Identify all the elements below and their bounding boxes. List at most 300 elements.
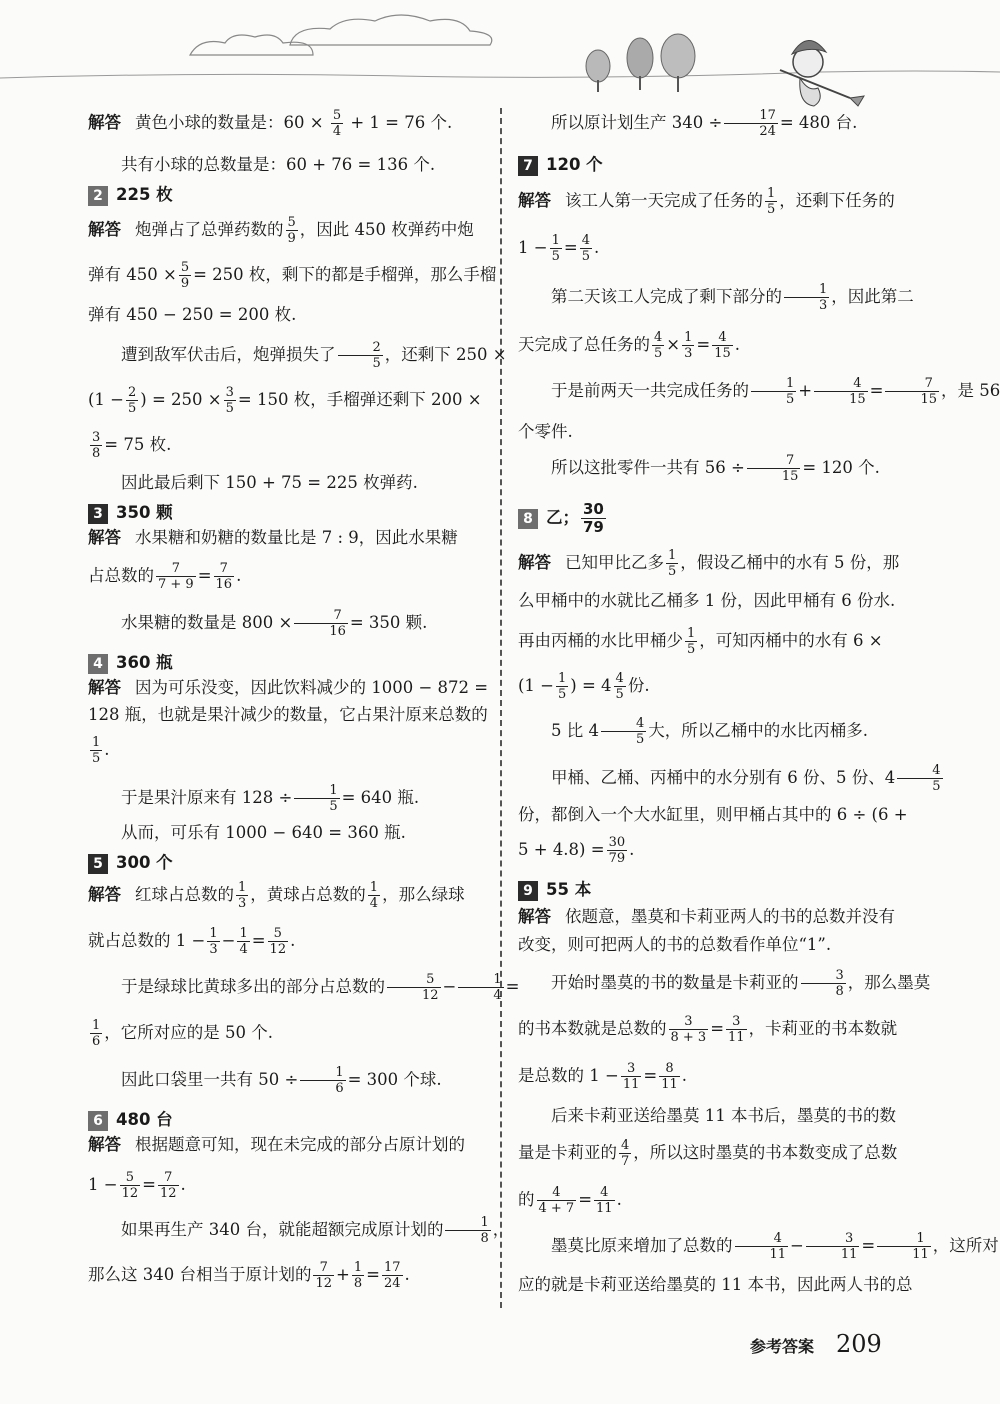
fraction [814,376,868,407]
text: 因此口袋里一共有 50 ÷ [121,1070,299,1089]
text: 量是卡莉亚的 [518,1143,617,1162]
text: = [142,1175,156,1194]
text: = 300 个球. [347,1070,442,1089]
denominator: 4 [493,988,502,1003]
text: 于是果汁原来有 128 ÷ [121,788,293,807]
numerator: 1 [877,1231,931,1247]
q8-line7: 份，都倒入一个大水缸里，则甲桶占其中的 6 ÷ (6 + [518,805,908,824]
text: 天完成了总任务的 [518,335,650,354]
numerator: 7 [214,561,235,577]
denominator: 12 [121,1186,139,1201]
text: × [666,335,681,354]
fraction [352,1260,364,1291]
fraction [885,376,939,407]
fraction [784,282,829,313]
fraction [614,671,626,702]
text: 水果糖的数量是 800 × [121,613,293,632]
text: ，那么墨莫 [847,973,931,992]
denominator: 5 [551,249,560,264]
fraction [268,926,289,957]
text: = 150 枚，手榴弹还剩下 200 × [237,390,482,409]
numerator: 7 [747,453,801,469]
text: ，它所对应的是 50 个. [104,1023,274,1042]
text: 依题意，墨莫和卡莉亚两人的书的总数并没有 [565,907,895,926]
numerator: 4 [897,763,942,779]
text: = 120 个. [802,458,880,477]
fraction [724,108,778,139]
fraction [751,376,796,407]
fraction [458,972,503,1003]
text: ) = 250 × [140,390,222,409]
text: . [681,1066,687,1085]
q9-line8 [518,1185,918,1216]
denominator: 11 [661,1077,678,1092]
q7-line4 [518,330,918,361]
denominator: 5 [225,401,234,416]
numerator: 1 [784,282,829,298]
text: 1 − [88,1175,118,1194]
question-number: 8 [518,509,538,529]
text: = [505,977,520,996]
denominator: 5 [786,392,795,407]
numerator: 4 [621,1138,630,1153]
numerator: 4 [615,671,624,686]
text: 水果糖和奶糖的数量比是 7 : 9，因此水果糖 [135,528,458,547]
fraction [338,340,383,371]
q5-line5 [88,1065,488,1096]
text: 根据题意可知，现在未完成的部分占原计划的 [135,1135,465,1154]
fraction [179,260,191,291]
q2-heading [88,180,488,210]
numerator: 7 [294,608,348,624]
fraction [581,501,606,536]
denominator: 8 [480,1231,489,1246]
fraction [158,1170,179,1201]
text: = [251,931,266,950]
q5-line1 [88,880,488,911]
fraction [156,561,196,592]
fraction [735,1231,789,1262]
text: 于是前两天一共完成任务的 [551,381,749,400]
text: − [790,1236,804,1255]
answer: 225 枚 [116,185,173,204]
denominator: 15 [781,469,799,484]
fraction [236,880,248,911]
denominator: 4 + 7 [538,1201,575,1216]
denominator: 9 [287,231,296,246]
denominator: 11 [728,1030,745,1045]
numerator: 1 [239,926,248,941]
text: = [643,1066,658,1085]
denominator: 5 [372,356,381,371]
q9-line3 [518,968,931,999]
text: ，可知丙桶中的水有 6 × [699,631,883,650]
q9-line1 [518,902,918,932]
fraction [368,880,380,911]
denominator: 11 [769,1247,787,1262]
text: ，黄球占总数的 [250,885,366,904]
q2-line4 [88,340,507,371]
text: = 350 颗. [349,613,428,632]
text: = [563,238,578,257]
q8-line8 [518,835,918,866]
numerator: 3 [669,1014,709,1030]
answer-label: 解答 [518,191,551,210]
denominator: 3 [209,942,218,957]
answer-label: 解答 [88,1135,121,1154]
fraction [712,330,733,361]
answer-label: 解答 [88,113,121,132]
text: + 1 = 76 个. [350,113,453,132]
answer-label: 解答 [88,528,121,547]
q6-line4 [88,1260,488,1291]
q4-line2: 128 瓶，也就是果汁减少的数量，它占果汁原来总数的 [88,705,488,724]
text: ) = 4 [570,676,612,695]
numerator: 3 [801,968,846,984]
denominator: 12 [315,1276,333,1291]
text: 该工人第一天完成了任务的 [565,191,763,210]
q2-line2 [88,260,497,291]
q7-line7 [518,453,918,484]
denominator: 8 [835,984,844,999]
text: = 480 台. [779,113,858,132]
numerator: 1 [209,926,218,941]
answer-label: 解答 [88,220,121,239]
tree-icon [661,34,695,78]
numerator: 8 [659,1061,680,1077]
fraction [897,763,942,794]
text: 所以这批零件一共有 56 ÷ [551,458,745,477]
q8-line6 [518,763,941,794]
fraction [601,716,646,747]
numerator: 1 [551,233,560,248]
numerator: 7 [313,1260,334,1276]
text: 已知甲比乙多 [565,553,664,572]
q8-line3 [518,626,918,657]
numerator: 1 [238,880,247,895]
text: 大，所以乙桶中的水比丙桶多. [648,721,869,740]
text: ，所以这时墨莫的书本数变成了总数 [633,1143,898,1162]
text: = [710,1019,725,1038]
fraction [382,1260,403,1291]
question-number: 5 [88,854,108,874]
numerator: 1 [558,671,567,686]
numerator: 1 [300,1065,345,1081]
fraction [801,968,846,999]
fraction [619,1138,631,1169]
numerator: 1 [353,1260,363,1275]
denominator: 16 [329,624,346,639]
answer-label: 解答 [88,885,121,904]
numerator: 30 [608,835,626,850]
text: 占总数的 [88,566,154,585]
q8-heading [518,501,918,536]
text: 所以原计划生产 340 ÷ [551,113,723,132]
denominator: 15 [849,392,866,407]
denominator: 7 [621,1154,630,1169]
fraction [806,1231,860,1262]
fraction [594,1185,615,1216]
header-illustration [0,0,1000,115]
text: ，还剩下 250 × [384,345,507,364]
denominator: 6 [92,1034,101,1049]
numerator: 1 [668,548,677,563]
text: ，这所对 [932,1236,999,1255]
question-number: 2 [88,186,108,206]
denominator: 15 [920,392,938,407]
denominator: 5 [767,202,776,217]
q7-line3 [518,282,918,313]
text: 墨莫比原来增加了总数的 [551,1236,733,1255]
numerator: 5 [387,972,441,988]
fraction [445,1215,490,1246]
numerator: 30 [583,500,604,518]
denominator: 5 [329,799,338,814]
fraction [331,108,343,139]
fraction [120,1170,141,1201]
fraction [877,1231,931,1262]
denominator: 6 [335,1081,344,1096]
q9-heading [518,875,918,905]
fraction [237,926,249,957]
q2-line3: 弹有 450 − 250 = 200 枚. [88,305,297,324]
text: 是总数的 1 − [518,1066,619,1085]
denominator: 5 [92,751,101,766]
text: 1 − [518,238,548,257]
q5-line4 [88,1018,488,1049]
q3-line1 [88,523,488,553]
denominator: 5 [668,564,677,579]
denominator: 16 [215,577,233,592]
ground-line [0,71,1000,78]
text: = [861,1236,876,1255]
q4-line4 [88,783,488,814]
fraction [550,233,562,264]
text: 的书本数就是总数的 [518,1019,667,1038]
denominator: 5 [654,346,663,361]
q7-line2 [518,233,918,264]
numerator: 3 [92,430,101,445]
fraction [747,453,801,484]
question-number: 4 [88,654,108,674]
denominator: 3 [684,346,693,361]
q6-line1 [88,1130,488,1160]
text: 黄色小球的数量是：60 × [135,113,324,132]
text: = [578,1190,593,1209]
text: ，那么绿球 [382,885,465,904]
q7-line1 [518,186,918,217]
text: 开始时墨莫的书的数量是卡莉亚的 [551,973,799,992]
text: 就占总数的 1 − [88,931,206,950]
numerator: 4 [581,233,590,248]
answer-label: 解答 [518,907,551,926]
denominator: 12 [159,1186,177,1201]
numerator: 1 [369,880,379,895]
fraction [556,671,568,702]
numerator: 4 [735,1231,789,1247]
denominator: 12 [422,988,439,1003]
page-number: 209 [836,1330,882,1358]
fraction [765,186,777,217]
q4-line5: 从而，可乐有 1000 − 640 = 360 瓶. [121,823,406,842]
text: 那么这 340 台相当于原计划的 [88,1265,312,1284]
text: = 75 枚. [104,435,172,454]
denominator: 5 [687,642,696,657]
denominator: 8 [92,446,101,461]
q1-line2: 共有小球的总数量是：60 + 76 = 136 个. [121,155,436,174]
denominator: 11 [622,1077,640,1092]
fraction [685,626,697,657]
text: = 640 瓶. [341,788,420,807]
denominator: 11 [840,1247,858,1262]
fraction [726,1014,747,1045]
tree-icon [627,38,653,78]
text: − [221,931,236,950]
column-divider [500,108,502,1308]
text: 5 比 4 [551,721,599,740]
text: . [629,840,635,859]
numerator: 1 [751,376,796,392]
text: ，因此 450 枚弹药中炮 [299,220,474,239]
text: (1 − [518,676,555,695]
fraction [666,548,678,579]
answer: 乙； [546,508,579,527]
fraction [669,1014,709,1045]
q5-line3 [88,972,520,1003]
text: = [696,335,711,354]
text: − [442,977,457,996]
denominator: 11 [912,1247,929,1262]
text: 如果再生产 340 台，就能超额完成原计划的 [121,1220,444,1239]
text: = [869,381,884,400]
fraction [90,735,102,766]
text: 弹有 450 × [88,265,177,284]
page-footer [750,1330,882,1358]
fraction [652,330,664,361]
answer: 300 个 [116,853,173,872]
denominator: 4 [332,124,342,139]
numerator: 5 [287,215,296,230]
q9-line9 [518,1231,999,1262]
numerator: 1 [687,626,696,641]
text: ，是 56 [941,381,1000,400]
denominator: 4 [369,896,379,911]
fraction [537,1185,577,1216]
text: 炮弹占了总弹药数的 [135,220,284,239]
text: + [336,1265,350,1284]
denominator: 12 [269,942,287,957]
text: . [104,740,110,759]
denominator: 5 [558,687,567,702]
numerator: 1 [92,1018,101,1033]
numerator: 4 [594,1185,615,1201]
question-number: 3 [88,504,108,524]
denominator: 7 + 9 [158,577,194,592]
q4-line1 [88,673,488,703]
text: ，因此第二 [831,287,914,306]
q2-line1 [88,215,488,246]
q9-line7 [518,1138,918,1169]
q6-line2 [88,1170,488,1201]
denominator: 3 [238,896,247,911]
q3-line3 [88,608,488,639]
text: (1 − [88,390,125,409]
text: ，还剩下任务的 [779,191,895,210]
q8-line2: 么甲桶中的水就比乙桶多 1 份，因此甲桶有 6 份水. [518,591,896,610]
fraction [286,215,298,246]
fraction [300,1065,345,1096]
q7-line5 [518,376,1000,407]
text: . [616,1190,622,1209]
q9-line5 [518,1061,918,1092]
answer-label: 解答 [518,553,551,572]
numerator: 1 [458,972,503,988]
text: . [734,335,741,354]
fraction [387,972,441,1003]
numerator: 3 [225,385,234,400]
q9-line4 [518,1014,918,1045]
fraction [621,1061,642,1092]
q7-heading [518,150,918,180]
fraction [607,835,628,866]
fraction [90,1018,102,1049]
text: ，卡莉亚的书本数就 [748,1019,898,1038]
question-number: 7 [518,156,538,176]
text: 于是绿球比黄球多出的部分占总数的 [121,977,385,996]
numerator: 7 [156,561,196,577]
q3-line2 [88,561,488,592]
text: = 250 枚，剩下的都是手榴弹，那么手榴 [193,265,497,284]
q2-line6 [88,430,488,461]
text: ， [492,1220,510,1239]
question-number: 6 [88,1111,108,1131]
text: + [798,381,813,400]
fraction [682,330,694,361]
denominator: 8 [353,1276,363,1291]
tree-icon [586,50,610,82]
numerator: 5 [120,1170,141,1186]
text: . [404,1265,410,1284]
numerator: 2 [338,340,383,356]
denominator: 15 [714,346,731,361]
q2-line5 [88,385,488,416]
numerator: 2 [128,385,137,400]
denominator: 79 [583,518,604,536]
fraction [580,233,592,264]
text: 再由丙桶的水比甲桶少 [518,631,683,650]
text: 的 [518,1190,535,1209]
answer: 350 颗 [116,503,173,522]
numerator: 5 [268,926,289,942]
numerator: 3 [806,1231,860,1247]
text: 5 + 4.8) = [518,840,605,859]
text: . [236,566,242,585]
text: 甲桶、乙桶、丙桶中的水分别有 6 份、5 份、4 [551,768,896,787]
numerator: 1 [92,735,101,750]
q9-line6: 后来卡莉亚送给墨莫 11 本书后，墨莫的书的数 [551,1106,896,1125]
fraction [214,561,235,592]
q6-line5 [518,108,918,139]
numerator: 3 [621,1061,642,1077]
text: = [366,1265,380,1284]
numerator: 4 [814,376,868,392]
answer: 360 瓶 [116,653,173,672]
fraction [90,430,102,461]
text: 份. [627,676,650,695]
denominator: 9 [180,276,190,291]
denominator: 3 [819,298,828,313]
denominator: 24 [383,1276,401,1291]
